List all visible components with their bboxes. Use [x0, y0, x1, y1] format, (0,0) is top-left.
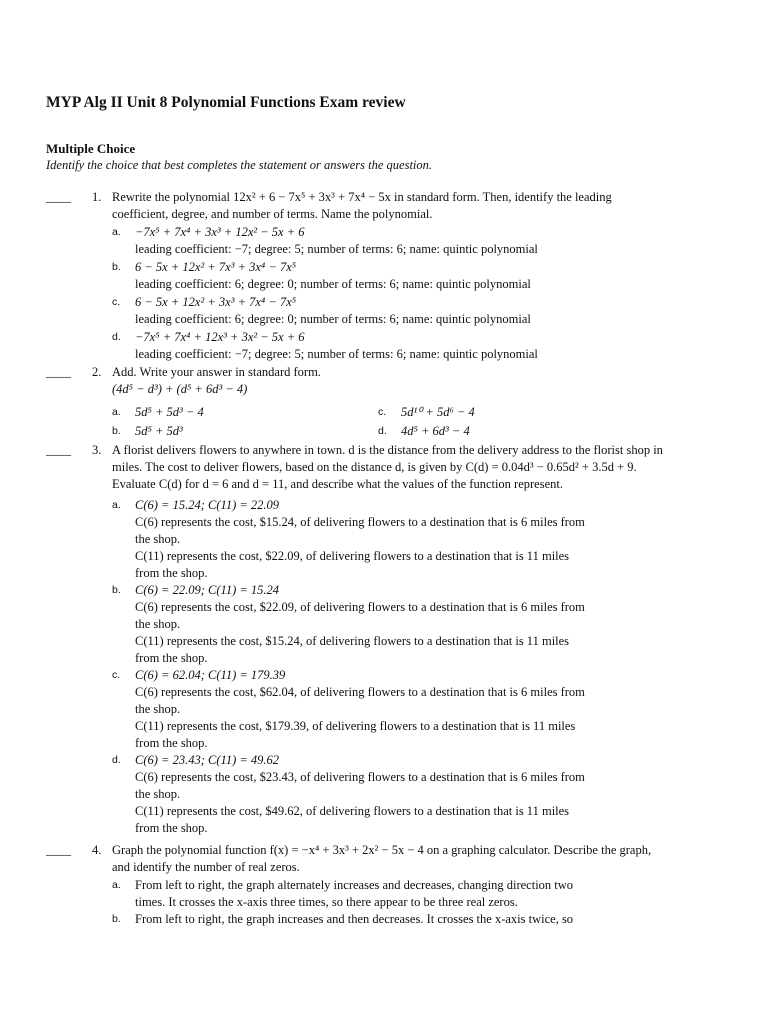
choice-line: the shop.	[135, 532, 181, 546]
choice-text	[135, 582, 655, 667]
choice-polynomial: 6 − 5x + 12x² + 7x³ + 3x⁴ − 7x⁵	[135, 260, 297, 274]
choice-line: C(6) represents the cost, $23.43, of delivering flowers to a destination that is 6 miles from	[135, 770, 585, 784]
question-stem	[112, 442, 722, 493]
choice-text	[135, 877, 735, 911]
choice-letter: c.	[378, 406, 387, 418]
choice-description: leading coefficient: −7; degree: 5; number of terms: 6; name: quintic polynomial	[135, 347, 538, 361]
choice-letter: b.	[112, 425, 121, 437]
page-title: MYP Alg II Unit 8 Polynomial Functions Exam review	[46, 94, 406, 111]
choice-line: C(6) represents the cost, $22.09, of delivering flowers to a destination that is 6 miles from	[135, 600, 585, 614]
choice-text	[135, 329, 655, 363]
choice-values: C(6) = 23.43; C(11) = 49.62	[135, 753, 280, 767]
choice-description: leading coefficient: 6; degree: 0; number of terms: 6; name: quintic polynomial	[135, 312, 531, 326]
choice-text	[135, 224, 655, 258]
choice-text	[135, 911, 735, 928]
choice-values: C(6) = 15.24; C(11) = 22.09	[135, 498, 280, 512]
choice-description: leading coefficient: −7; degree: 5; number of terms: 6; name: quintic polynomial	[135, 242, 538, 256]
stem-line: Add. Write your answer in standard form.	[112, 365, 321, 379]
choice-text: 5d⁵ + 5d³	[135, 424, 183, 438]
choice-letter: a.	[112, 406, 121, 418]
choice-text: 5d¹⁰ + 5d⁶ − 4	[401, 405, 475, 419]
choice-text	[135, 752, 655, 837]
choice-line: the shop.	[135, 702, 181, 716]
question-number: 4.	[92, 843, 102, 857]
choice-text	[135, 667, 655, 752]
choice-letter: d.	[112, 331, 121, 343]
question-number: 3.	[92, 443, 102, 457]
choice-values: C(6) = 22.09; C(11) = 15.24	[135, 583, 280, 597]
stem-line: Evaluate C(d) for d = 6 and d = 11, and describe what the values of the function represent.	[112, 477, 563, 491]
choice-line: C(11) represents the cost, $22.09, of delivering flowers to a destination that is 11 miles	[135, 549, 570, 563]
choice-letter: d.	[378, 425, 387, 437]
choice-line: C(6) represents the cost, $62.04, of delivering flowers to a destination that is 6 miles from	[135, 685, 585, 699]
choice-text	[135, 497, 655, 582]
choice-line: From left to right, the graph increases and then decreases. It crosses the x-axis twice, so	[135, 912, 574, 926]
stem-line: Graph the polynomial function f(x) = −x⁴ + 3x³ + 2x² − 5x − 4 on a graphing calculator. Describe the graph,	[112, 843, 652, 857]
choice-values: C(6) = 62.04; C(11) = 179.39	[135, 668, 286, 682]
choice-letter: c.	[112, 296, 121, 308]
choice-description: leading coefficient: 6; degree: 0; number of terms: 6; name: quintic polynomial	[135, 277, 531, 291]
answer-blank[interactable]: ____	[46, 365, 71, 379]
choice-letter: d.	[112, 754, 121, 766]
question-stem	[112, 189, 722, 223]
stem-line: Rewrite the polynomial 12x² + 6 − 7x⁵ + 3x³ + 7x⁴ − 5x in standard form. Then, identify the leading	[112, 190, 612, 204]
choice-line: C(11) represents the cost, $179.39, of delivering flowers to a destination that is 11 miles	[135, 719, 576, 733]
choice-line: the shop.	[135, 787, 181, 801]
stem-line: miles. The cost to deliver flowers, based on the distance d, is given by C(d) = 0.04d³ − 0.65d² + 3.5d + 9.	[112, 460, 637, 474]
choice-line: from the shop.	[135, 566, 208, 580]
choice-line: from the shop.	[135, 821, 208, 835]
choice-letter: b.	[112, 261, 121, 273]
stem-line: and identify the number of real zeros.	[112, 860, 300, 874]
choice-polynomial: −7x⁵ + 7x⁴ + 3x³ + 12x² − 5x + 6	[135, 225, 305, 239]
choice-polynomial: 6 − 5x + 12x² + 3x³ + 7x⁴ − 7x⁵	[135, 295, 297, 309]
choice-line: C(11) represents the cost, $49.62, of delivering flowers to a destination that is 11 miles	[135, 804, 570, 818]
choice-line: from the shop.	[135, 736, 208, 750]
choice-letter: c.	[112, 669, 121, 681]
question-stem	[112, 364, 722, 398]
answer-blank[interactable]: ____	[46, 843, 71, 857]
choice-letter: b.	[112, 584, 121, 596]
choice-polynomial: −7x⁵ + 7x⁴ + 12x³ + 3x² − 5x + 6	[135, 330, 305, 344]
question-number: 1.	[92, 190, 102, 204]
answer-blank[interactable]: ____	[46, 190, 71, 204]
choice-text: 4d⁵ + 6d³ − 4	[401, 424, 470, 438]
question-stem	[112, 842, 722, 876]
choice-line: times. It crosses the x-axis three times, so there appear to be three real zeros.	[135, 895, 518, 909]
section-header	[46, 140, 432, 174]
choice-text: 5d⁵ + 5d³ − 4	[135, 405, 204, 419]
choice-letter: a.	[112, 879, 121, 891]
choice-line: From left to right, the graph alternately increases and decreases, changing direction two	[135, 878, 574, 892]
choice-text	[135, 294, 655, 328]
choice-text	[135, 259, 655, 293]
choice-letter: a.	[112, 226, 121, 238]
stem-line: coefficient, degree, and number of terms. Name the polynomial.	[112, 207, 433, 221]
answer-blank[interactable]: ____	[46, 443, 71, 457]
choice-letter: b.	[112, 913, 121, 925]
choice-letter: a.	[112, 499, 121, 511]
stem-expression: (4d⁵ − d³) + (d⁵ + 6d³ − 4)	[112, 382, 248, 396]
choice-line: C(11) represents the cost, $15.24, of delivering flowers to a destination that is 11 miles	[135, 634, 570, 648]
stem-line: A florist delivers flowers to anywhere in town. d is the distance from the delivery address to the florist shop in	[112, 443, 663, 457]
section-instructions: Identify the choice that best completes the statement or answers the question.	[46, 158, 433, 172]
section-heading: Multiple Choice	[46, 141, 136, 156]
question-number: 2.	[92, 365, 102, 379]
choice-line: from the shop.	[135, 651, 208, 665]
choice-line: C(6) represents the cost, $15.24, of delivering flowers to a destination that is 6 miles from	[135, 515, 585, 529]
choice-line: the shop.	[135, 617, 181, 631]
